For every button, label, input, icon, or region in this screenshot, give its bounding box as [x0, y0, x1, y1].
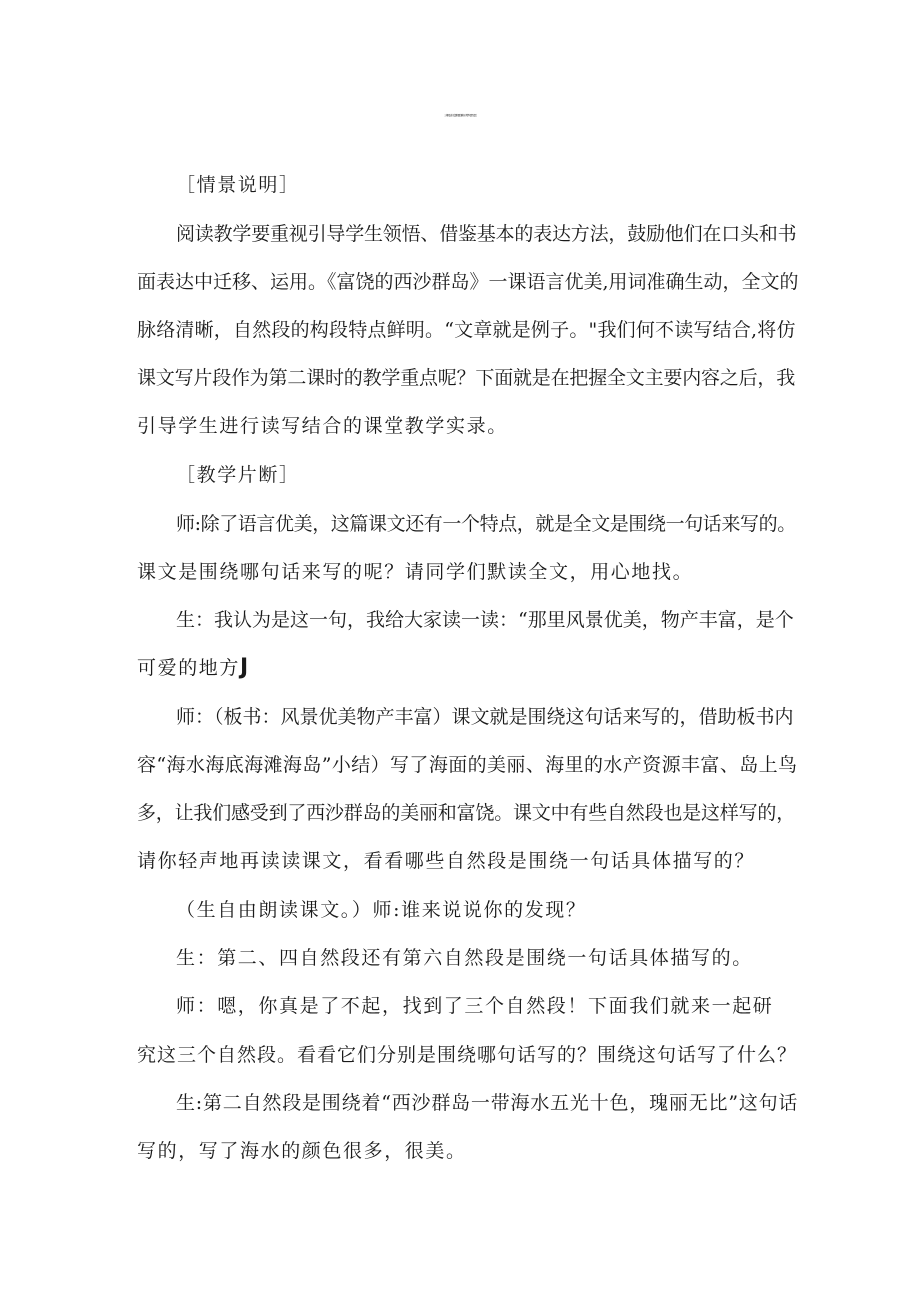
dialogue-line: 师：（板书：风景优美物产丰富）课文就是围绕这句话来写的，借助板书内 [176, 706, 794, 728]
dialogue-text: 可爱的地方 [137, 657, 241, 679]
section-heading-fragment: ［教学片断］ [176, 464, 300, 486]
dialogue-line: 究这三个自然段。看看它们分别是围绕哪句话写的？围绕这句话写了什么？ [137, 1044, 798, 1066]
dialogue-line: 课文是围绕哪句话来写的呢？请同学们默读全文，用心地找。 [137, 561, 694, 583]
intro-line: 课文写片段作为第二课时的教学重点呢？下面就是在把握全文主要内容之后，我 [137, 367, 796, 389]
intro-line: 面表达中迁移、运用。《富饶的西沙群岛》一课语言优美,用词准确生动，全文的 [137, 271, 799, 293]
dialogue-line: 师:除了语言优美，这篇课文还有一个特点，就是全文是围绕一句话来写的。 [176, 513, 796, 535]
dialogue-line: 容“海水海底海滩海岛”小结）写了海面的美丽、海里的水产资源丰富、岛上鸟 [137, 754, 798, 776]
dialogue-line: 师：嗯，你真是了不起，找到了三个自然段！下面我们就来一起研 [176, 995, 774, 1017]
dialogue-line [137, 656, 250, 680]
dialogue-line: 请你轻声地再读读课文，看看哪些自然段是围绕一句话具体描写的？ [137, 850, 756, 872]
dialogue-line: 多，让我们感受到了西沙群岛的美丽和富饶。课文中有些自然段也是这样写的， [137, 802, 796, 824]
stray-mark: J [240, 655, 250, 680]
document-title: 三年级上册《富饶的西沙群岛》教学实录及反思 [444, 114, 476, 117]
intro-line: 脉络清晰，自然段的构段特点鲜明。“文章就是例子。"我们何不读写结合,将仿 [137, 319, 796, 341]
dialogue-line: 生：我认为是这一句，我给大家读一读：“那里风景优美，物产丰富，是个 [176, 609, 794, 631]
intro-line: 阅读教学要重视引导学生领悟、借鉴基本的表达方法，鼓励他们在口头和书 [176, 223, 797, 245]
dialogue-line: 生:第二自然段是围绕着“西沙群岛一带海水五光十色，瑰丽无比”这句话 [176, 1092, 799, 1114]
dialogue-line: （生自由朗读课文。）师:谁来说说你的发现？ [176, 899, 587, 921]
dialogue-line: 生：第二、四自然段还有第六自然段是围绕一句话具体描写的。 [176, 947, 753, 969]
dialogue-line: 写的，写了海水的颜色很多，很美。 [137, 1140, 467, 1162]
section-heading-scene: ［情景说明］ [176, 174, 300, 196]
intro-line: 引导学生进行读写结合的课堂教学实录。 [137, 415, 508, 437]
